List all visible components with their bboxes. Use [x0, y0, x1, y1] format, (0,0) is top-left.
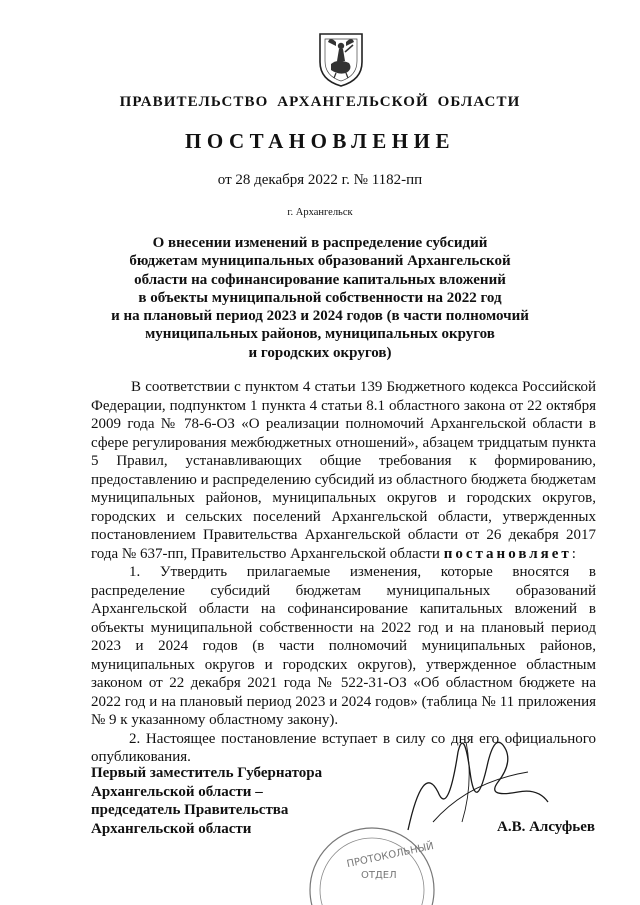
clause-2: 2. Настоящее постановление вступает в силу со дня его официального опубликования.	[91, 730, 596, 765]
signatory-title	[91, 764, 322, 838]
resolves-keyword: постановляет	[443, 545, 572, 562]
government-name: ПРАВИТЕЛЬСТВО АРХАНГЕЛЬСКОЙ ОБЛАСТИ	[119, 94, 521, 110]
svg-text:ПРОТОКОЛЬНЫЙ: ПРОТОКОЛЬНЫЙ	[345, 840, 435, 871]
signatory-title-line: Архангельской области	[91, 820, 252, 837]
preamble-paragraph	[91, 378, 596, 563]
resolves-colon: :	[571, 545, 576, 562]
coat-of-arms-icon	[316, 28, 366, 88]
protocol-department-stamp	[305, 800, 440, 905]
preamble-text: В соответствии с пунктом 4 статьи 139 Бюджетного кодекса Российской Федерации, подпунктом 1 пункта 4 статьи 8.1 областного закона от 22 октября 2009 года № 78-6-ОЗ «О реализации полномочий Архангельской области в сфере регулирования межбюджетных отношений», абзацем тридцатым пункта 5 Правил, устанавливающих общие требования к формированию, предоставлению и распределению субсидий из областного бюджета бюджетам муниципальных районов, муниципальных округов и городских округов, городских и сельских поселений Архангельской области, утвержденных постановлением Правительства Архангельской области от 26 декабря 2017 года № 637-пп, Правительство Архангельской области	[91, 379, 596, 562]
signatory-title-line: Первый заместитель Губернатора	[91, 765, 323, 781]
subject-line: муниципальных районов, муниципальных округов	[145, 326, 495, 343]
decree-subject	[100, 234, 540, 362]
decree-body	[91, 378, 596, 767]
subject-line: области на софинансирование капитальных вложений	[134, 271, 506, 288]
signatory-title-line: председатель Правительства	[91, 802, 289, 818]
decree-date-number: от 28 декабря 2022 г. № 1182-пп	[217, 172, 423, 188]
clause-1: 1. Утвердить прилагаемые изменения, которые вносятся в распределение субсидий бюджетам муниципальных образований Архангельской области на софинансирование капитальных вложений в объекты муниципальной собственности на 2022 год и на плановый период 2023 и 2024 годов (в части полномочий муниципальных районов, муниципальных округов и городских округов), утвержденное областным законом от 22 декабря 2021 года № 522-31-ОЗ «Об областном бюджете на 2022 год и на плановый период 2023 и 2024 годов» (таблица № 11 приложения № 9 к указанному областному закону).	[91, 564, 596, 728]
document-type-title: ПОСТАНОВЛЕНИЕ	[185, 129, 455, 153]
subject-line: и на плановый период 2023 и 2024 годов (в части полномочий	[111, 308, 529, 325]
subject-line: в объекты муниципальной собственности на 2022 год	[138, 289, 502, 306]
subject-line: бюджетам муниципальных образований Архангельской	[129, 253, 511, 270]
subject-line: и городских округов)	[248, 344, 392, 361]
decree-city: г. Архангельск	[287, 207, 353, 218]
subject-line: О внесении изменений в распределение субсидий	[152, 235, 488, 251]
svg-text:ОТДЕЛ: ОТДЕЛ	[361, 870, 397, 881]
signatory-title-line: Архангельской области –	[91, 783, 263, 800]
signatory-name: А.В. Алсуфьев	[497, 819, 595, 835]
